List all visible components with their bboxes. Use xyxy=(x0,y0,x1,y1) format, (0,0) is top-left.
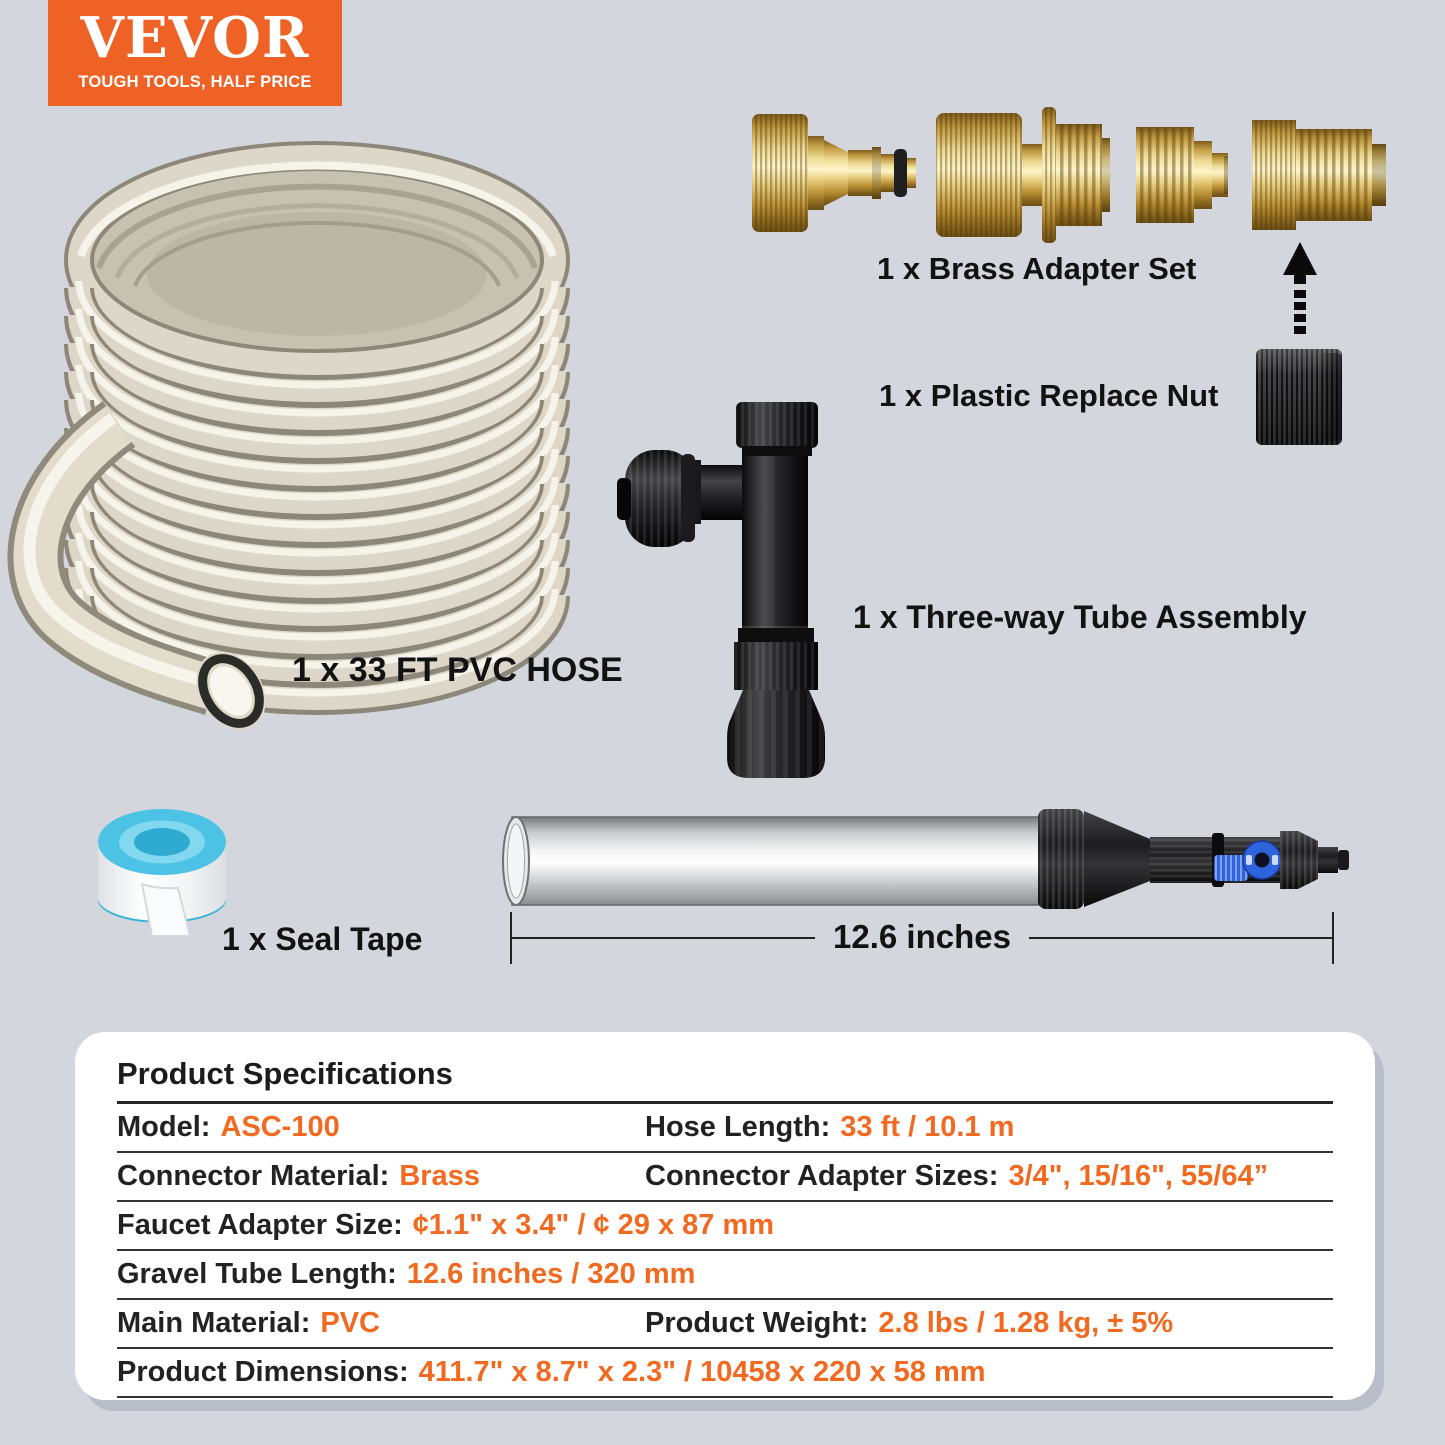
spec-cell xyxy=(117,1111,645,1144)
spec-value: PVC xyxy=(320,1307,381,1339)
gravel-tube-image xyxy=(500,803,1400,915)
spec-label: Connector Material: xyxy=(117,1160,390,1192)
brass-adapter-set-label: 1 x Brass Adapter Set xyxy=(877,251,1197,286)
spec-row-faucet xyxy=(117,1202,1333,1251)
spec-row-connector xyxy=(117,1153,1333,1202)
spec-title: Product Specifications xyxy=(117,1032,1333,1104)
spec-value: Brass xyxy=(399,1160,480,1192)
dimension-line xyxy=(510,910,1334,968)
spec-cell xyxy=(645,1111,1333,1144)
brass-adapter-1 xyxy=(752,114,916,232)
hose-label: 1 x 33 FT PVC HOSE xyxy=(292,651,623,689)
spec-cell xyxy=(117,1160,645,1193)
spec-cell xyxy=(117,1209,1333,1242)
arrow-up-icon xyxy=(1283,242,1317,340)
spec-cell xyxy=(645,1307,1333,1340)
seal-tape-label: 1 x Seal Tape xyxy=(222,921,423,957)
brass-adapter-set-image xyxy=(740,100,1400,250)
spec-card xyxy=(75,1032,1375,1400)
spec-label: Main Material: xyxy=(117,1307,311,1339)
spec-cell xyxy=(117,1356,1333,1389)
three-way-tube-image xyxy=(615,398,835,783)
plastic-replace-nut-image xyxy=(1256,349,1342,445)
spec-value: 411.7" x 8.7" x 2.3" / 10458 x 220 x 58 mm xyxy=(418,1356,986,1388)
spec-cell xyxy=(117,1307,645,1340)
spec-row-model xyxy=(117,1104,1333,1153)
spec-label: Faucet Adapter Size: xyxy=(117,1209,403,1241)
brass-adapter-3 xyxy=(1136,127,1228,223)
brass-adapter-2 xyxy=(936,107,1110,243)
spec-value: ASC-100 xyxy=(220,1111,340,1143)
vevor-logo xyxy=(48,0,342,106)
spec-label: Hose Length: xyxy=(645,1111,831,1143)
spec-value: 3/4", 15/16", 55/64” xyxy=(1008,1160,1269,1192)
spec-value: ¢1.1" x 3.4" / ¢ 29 x 87 mm xyxy=(412,1209,775,1241)
spec-row-dimensions xyxy=(117,1349,1333,1398)
spec-value: 33 ft / 10.1 m xyxy=(840,1111,1015,1143)
spec-row-gravel-tube xyxy=(117,1251,1333,1300)
spec-row-material xyxy=(117,1300,1333,1349)
vevor-logo-text: VEVOR xyxy=(80,5,310,71)
plastic-replace-nut-label: 1 x Plastic Replace Nut xyxy=(879,378,1219,413)
spec-label: Model: xyxy=(117,1111,211,1143)
spec-label: Product Dimensions: xyxy=(117,1356,409,1388)
spec-value: 12.6 inches / 320 mm xyxy=(406,1258,696,1290)
seal-tape-image xyxy=(90,790,245,942)
spec-label: Product Weight: xyxy=(645,1307,869,1339)
spec-value: 2.8 lbs / 1.28 kg, ± 5% xyxy=(878,1307,1174,1339)
spec-label: Gravel Tube Length: xyxy=(117,1258,397,1290)
dimension-tick-right xyxy=(1332,912,1334,964)
spec-cell xyxy=(117,1258,1333,1291)
three-way-tube-label: 1 x Three-way Tube Assembly xyxy=(853,599,1307,635)
brass-adapter-4 xyxy=(1252,120,1386,230)
dimension-label: 12.6 inches xyxy=(815,912,1029,962)
spec-cell xyxy=(645,1160,1333,1193)
vevor-logo-tagline: TOUGH TOOLS, HALF PRICE xyxy=(78,73,312,91)
spec-label: Connector Adapter Sizes: xyxy=(645,1160,999,1192)
